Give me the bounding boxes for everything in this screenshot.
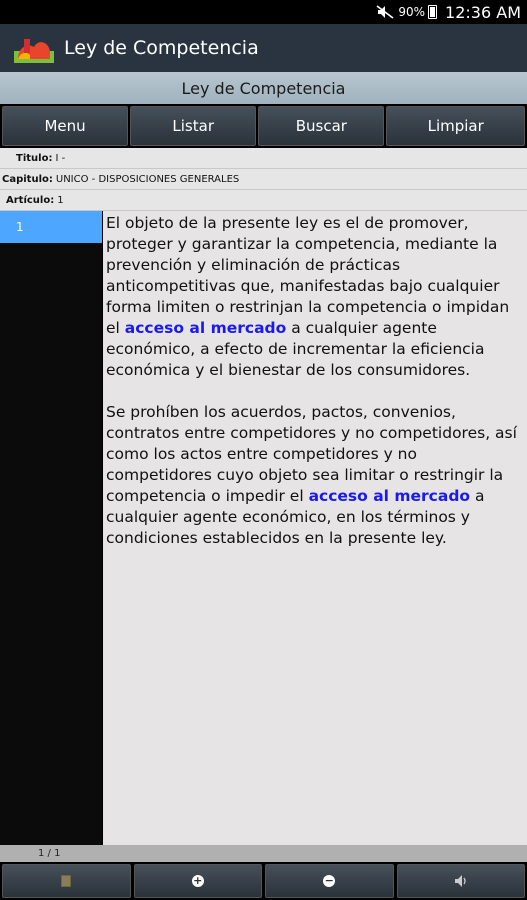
speaker-icon <box>454 874 468 888</box>
titulo-label: Titulo: <box>16 152 53 164</box>
capitulo-value: UNICO - DISPOSICIONES GENERALES <box>55 173 240 185</box>
buscar-button[interactable]: Buscar <box>258 106 384 146</box>
articulo-label: Artículo: <box>6 194 55 206</box>
menu-button[interactable]: Menu <box>2 106 128 146</box>
zoom-in-button[interactable] <box>134 864 263 898</box>
article-text <box>103 211 527 845</box>
minus-icon: − <box>324 874 334 887</box>
paragraph-text: a cualquier agente económico, a efecto de incrementar la eficiencia económica y el bienestar de los consumidores. <box>106 319 485 379</box>
article-list-item[interactable]: 1 <box>0 211 102 243</box>
articulo-row <box>0 190 527 211</box>
article-paragraph-2 <box>106 402 523 549</box>
zoom-out-button[interactable] <box>265 864 394 898</box>
paragraph-text: Se prohíben los acuerdos, pactos, convenios, contratos entre competidores y no competidores, así como los actos entre competidores y no competidores cuyo objeto sea limitar o restringir la competencia o impedir el <box>106 403 517 505</box>
app-title: Ley de Competencia <box>64 37 259 59</box>
document-icon <box>61 875 71 887</box>
action-bar <box>0 24 527 72</box>
status-bar <box>0 0 527 24</box>
capitulo-label: Capitulo: <box>2 173 53 185</box>
article-info <box>0 148 527 211</box>
page-indicator: 1 / 1 <box>0 845 527 862</box>
keyword-link[interactable]: acceso al mercado <box>124 319 287 337</box>
titulo-row <box>0 148 527 169</box>
page-title: Ley de Competencia <box>0 72 527 104</box>
plus-icon: + <box>193 874 203 887</box>
listar-button[interactable]: Listar <box>130 106 256 146</box>
mute-icon <box>376 5 394 19</box>
titulo-value: I - <box>55 152 66 164</box>
speak-button[interactable] <box>397 864 526 898</box>
paragraph-text: El objeto de la presente ley es el de promover, proteger y garantizar la competencia, mediante la prevención y eliminación de prácticas anticompetitivas que, manifestadas bajo cualquier forma limiten o restrinjan la competencia o impidan el <box>106 214 510 337</box>
battery-icon <box>428 5 437 19</box>
toolbar <box>0 104 527 148</box>
battery-percent: 90% <box>398 5 426 19</box>
notes-button[interactable] <box>2 864 131 898</box>
bottom-toolbar <box>0 862 527 900</box>
articulo-value: 1 <box>57 194 64 206</box>
capitulo-row <box>0 169 527 190</box>
keyword-link[interactable]: acceso al mercado <box>308 487 471 505</box>
article-list <box>0 211 102 845</box>
article-paragraph-1 <box>106 213 523 381</box>
limpiar-button[interactable]: Limpiar <box>386 106 525 146</box>
paragraph-text: a cualquier agente económico, en los términos y condiciones establecidos en la presente ley. <box>106 487 485 547</box>
app-logo-icon[interactable] <box>14 33 54 63</box>
clock: 12:36 AM <box>445 2 521 22</box>
